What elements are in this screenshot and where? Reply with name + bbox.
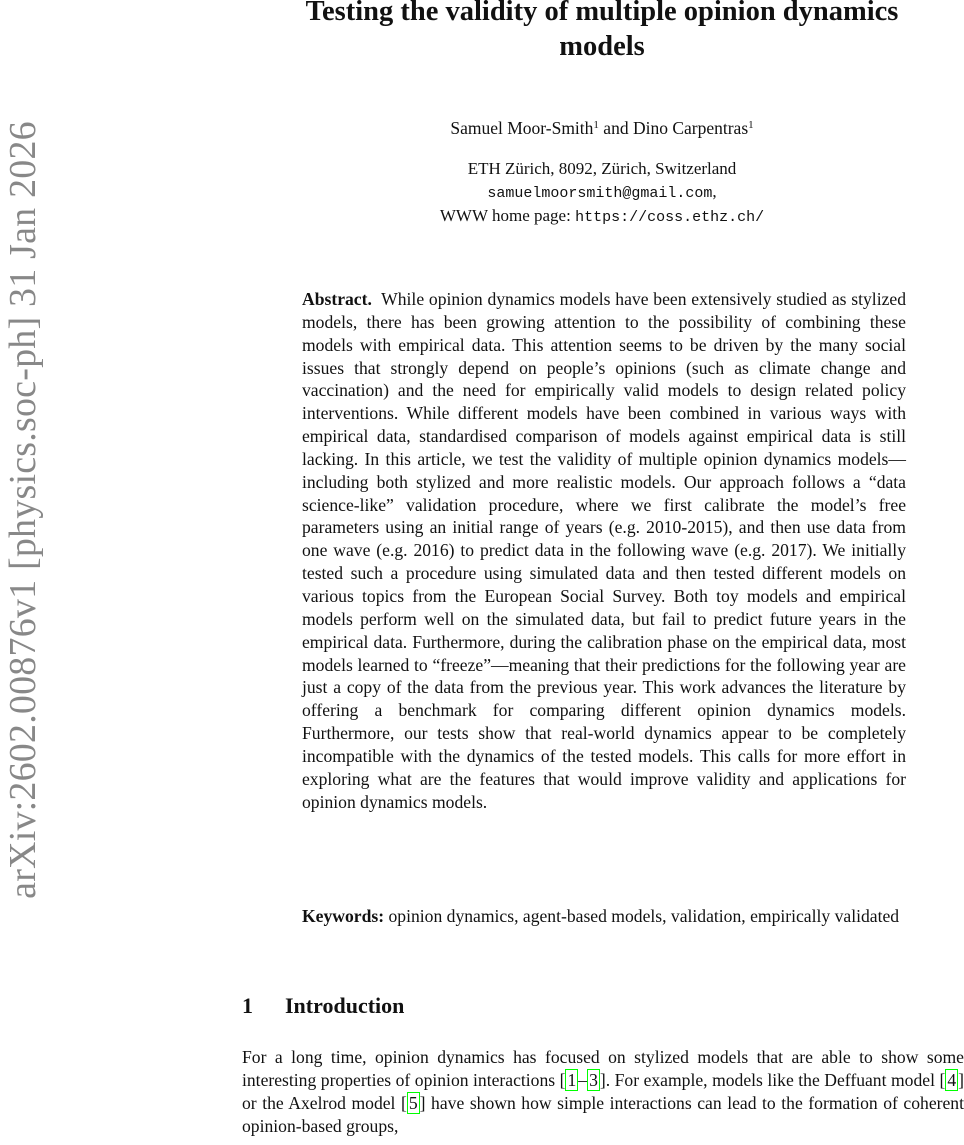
homepage-link[interactable]: https://coss.ethz.ch/: [575, 209, 765, 226]
citation-range-dash: –: [578, 1070, 588, 1090]
intro-text: For a long time, opinion dynamics has focused on stylized models that are able to show some interesting properties of opinion interactions [: [242, 1047, 964, 1090]
abstract-text: While opinion dynamics models have been extensively studied as stylized models, there has been growing attention to the possibility of combining these models with empirical data. This attention seems to be driven by the many social issues that strongly depend on people’s opinions (such as climate change and vaccination) and the need for empirically valid models to design related policy interventions. While different models have been combined in various ways with empirical data, standardised comparison of models against empirical data is still lacking. In this article, we test the validity of multiple opinion dynamics models—including both stylized and more realistic models. Our approach follows a “data science-like” validation procedure, where we first calibrate the model’s free parameters using an initial range of years (e.g. 2010-2015), and then use data from one wave (e.g. 2016) to predict data in the following wave (e.g. 2017). We initially tested such a procedure using simulated data and then tested different models on various topics from the European Social Survey. Both toy models and empirical models perform well on the simulated data, but fail to predict future years in the empirical data. Furthermore, during the calibration phase on the empirical data, most models learned to “freeze”—meaning that their predictions for the following year are just a copy of the data from the previous year. This work advances the literature by offering a benchmark for comparing different opinion dynamics models. Furthermore, our tests show that real-world dynamics appear to be completely incompatible with the dynamics of the tested models. This calls for more effort in exploring what are the features that would improve validity and applications for opinion dynamics models.: [302, 289, 906, 812]
intro-paragraph: [242, 1046, 964, 1138]
author-name: Dino Carpentras: [632, 118, 749, 138]
affiliation-mark: 1: [593, 119, 599, 131]
paper-title-line-2: models: [559, 31, 645, 62]
intro-text: ] or the Axelrod model [: [242, 1070, 964, 1113]
email-comma: ,: [712, 181, 717, 201]
keywords-text: opinion dynamics, agent-based models, validation, empirically validated: [388, 906, 900, 926]
affiliation-block: [242, 158, 962, 230]
keywords-label: Keywords:: [302, 906, 385, 926]
arxiv-identifier: arXiv:2602.00876v1 [physics.soc-ph] 31 Jan 2026: [2, 121, 44, 899]
citation-link-5[interactable]: 5: [408, 1093, 418, 1113]
keywords: [302, 905, 906, 928]
section-title: Introduction: [285, 993, 405, 1018]
paper-title: [242, 0, 962, 64]
paper-title-line-1: Testing the validity of multiple opinion dynamics: [305, 0, 899, 27]
citation-link-3[interactable]: 3: [589, 1070, 598, 1090]
citation-link-4[interactable]: 4: [947, 1070, 957, 1090]
author-email[interactable]: samuelmoorsmith@gmail.com: [487, 184, 713, 202]
intro-text: ] have shown how simple interactions can lead to the formation of coherent opinion-based groups,: [242, 1093, 964, 1136]
abstract-label: Abstract.: [302, 289, 372, 309]
section-heading-introduction: [242, 992, 404, 1020]
intro-text: ]. For example, models like the Deffuant model [: [599, 1070, 946, 1090]
section-number: 1: [242, 993, 253, 1018]
institution: ETH Zürich, 8092, Zürich, Switzerland: [467, 159, 737, 178]
arxiv-sidebar: [0, 0, 46, 1020]
citation-link-1[interactable]: 1: [567, 1070, 577, 1090]
affiliation-mark: 1: [748, 119, 754, 131]
author-conjunction: and: [598, 118, 633, 138]
homepage-line: [242, 205, 962, 230]
abstract: [302, 288, 906, 813]
homepage-label: WWW home page:: [439, 206, 576, 225]
email-line: [242, 181, 962, 206]
author-list: [242, 114, 962, 139]
author-name: Samuel Moor-Smith: [450, 118, 594, 138]
